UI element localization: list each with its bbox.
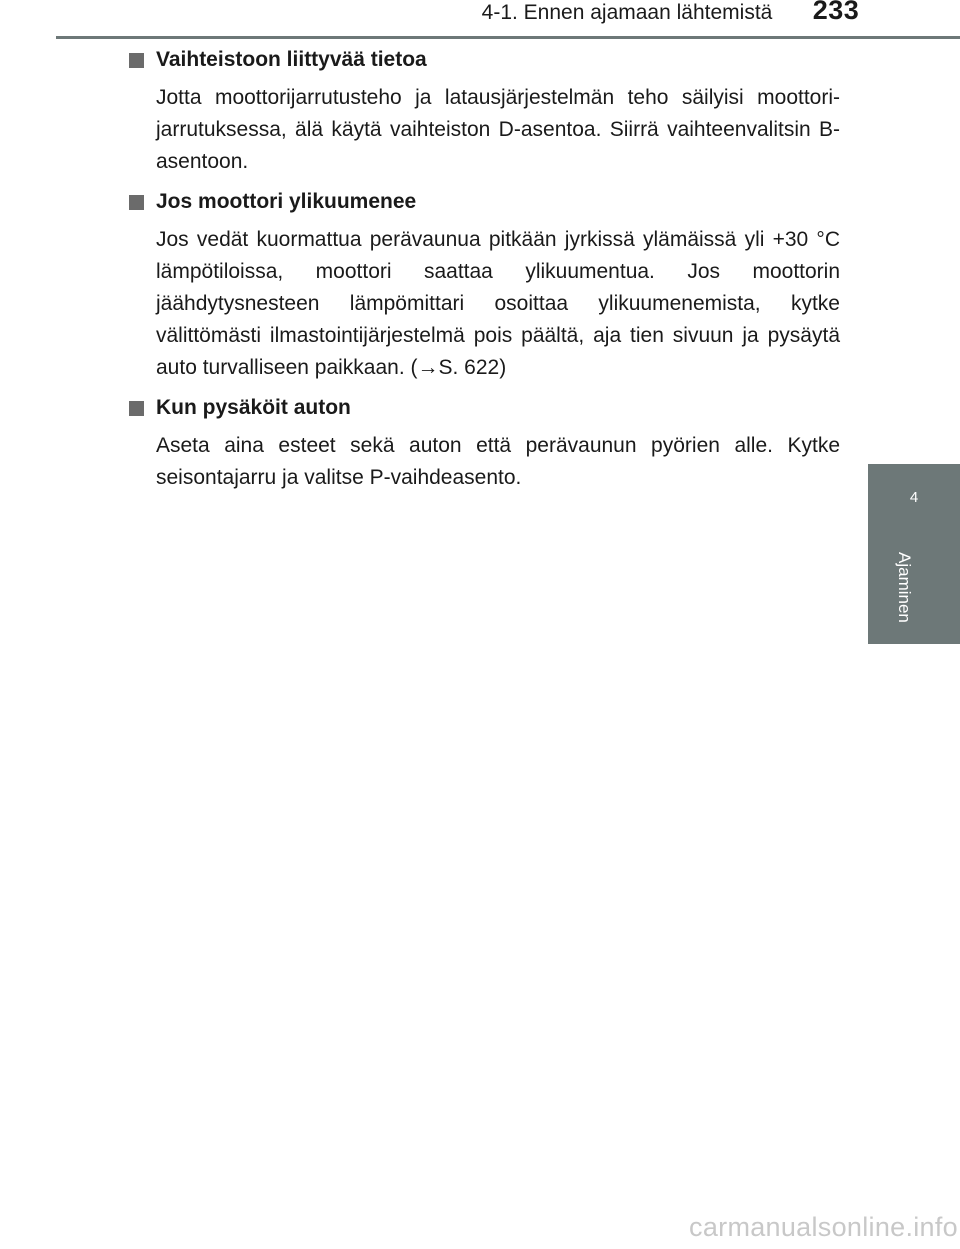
main-content [128, 44, 840, 502]
section-heading [128, 392, 840, 424]
section-body: Jos vedät kuormattua perävaunua pitkään jyrkissä ylämäissä yli +30 °C lämpötiloissa, moottori saattaa ylikuumentua. Jos moottorin jäähdytysnesteen lämpömittari osoittaa ylikuumenemista, kytke välittömästi ilmastointijärjestelmä pois päältä, aja tien sivuun ja pysäytä auto turvalliseen paikkaan. (→S. 622) [156, 228, 840, 379]
header-divider [56, 36, 960, 39]
section-body: Aseta aina esteet sekä auton että perävaunun pyörien alle. Kytke seisontajarru ja valitse P-vaihdeasento. [156, 434, 840, 489]
section-body: Jotta moottorijarrutusteho ja latausjärjestelmän teho säilyisi moottori-jarrutuksessa, älä käytä vaihteiston D-asentoa. Siirrä vaihteenvalitsin B-asentoon. [156, 86, 840, 173]
site-watermark: carmanualsonline.info [689, 1212, 958, 1242]
page-number: 233 [812, 0, 860, 25]
section-heading [128, 44, 840, 76]
section-heading-text: Vaihteistoon liittyvää tietoa [156, 48, 427, 71]
square-bullet-icon [129, 401, 144, 416]
section-heading-text: Jos moottori ylikuumenee [156, 190, 417, 213]
chapter-tab-number: 4 [909, 489, 919, 506]
chapter-tab-label: Ajaminen [895, 552, 914, 623]
square-bullet-icon [129, 53, 144, 68]
section-heading [128, 186, 840, 218]
section-engine-overheating [128, 186, 840, 384]
chapter-section-title: 4-1. Ennen ajamaan lähtemistä [481, 1, 773, 24]
square-bullet-icon [129, 195, 144, 210]
section-heading-text: Kun pysäköit auton [156, 396, 351, 419]
section-transmission-info [128, 44, 840, 178]
section-parking [128, 392, 840, 494]
